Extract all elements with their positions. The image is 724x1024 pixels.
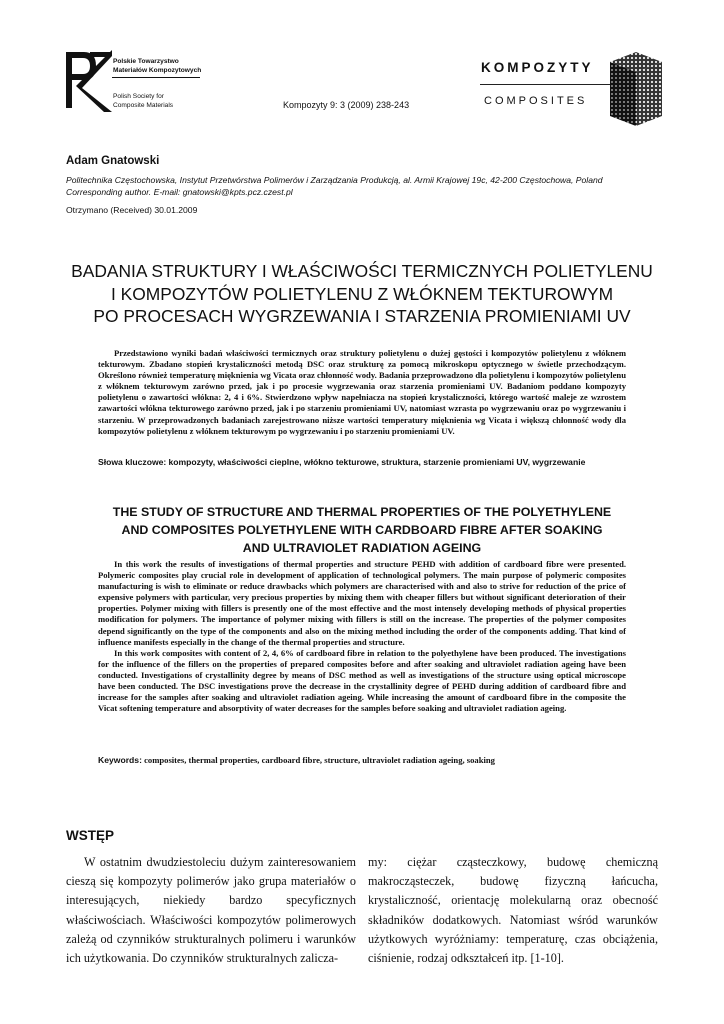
english-keywords-text: composites, thermal properties, cardboard fibre, structure, ultraviolet radiation ageing, soaking <box>144 755 495 765</box>
english-abstract: In this work the results of investigations of thermal properties and structure PEHD with addition of cardboard fibre were presented. Polymeric composites play crucial role in development of application of technological polymers. The main purpose of polymeric composites manufacturing is wish to eliminate or reduce drawbacks which polymers are characterised with and also to strive for reduction of the price of expensive polymers with particular, very precious properties by mixing them with cheaper fillers but without significant deterioration of their properties. Polymer mixing with fillers is presently one of the most effective and the most intensely developing methods of physical properties modification for polymers. The importance of polymer mixing with fillers is still on the increase. The properties of the polymer composites depend significantly on the type of the components and also on the mixing method including the order of the components adding. That kind of influence manifests especially in the change of the thermal properties and structure. In this work composites with content of 2, 4, 6% of cardboard fibre in relation to the polyethylene have been produced. The investigations for the influence of the fillers on the properties of prepared composites before and after soaking and ultraviolet radiation ageing have been conducted. Investigations of crystallinity degree by means of DSC method as well as investigations of the structure using optical microscope have been conducted. The DSC investigations prove the decrease in the crystallinity degree of PEHD during addition of cardboard fibre and increase for the samples after soaking and ultraviolet radiation ageing. While increasing the amount of cardboard fibre in the composite the Vicat softening temperature and absorptivity of water decreases for the samples before soaking and ultraviolet radiation ageing. <box>98 559 626 714</box>
section-title: WSTĘP <box>66 828 115 843</box>
english-keywords <box>98 755 658 765</box>
polish-keywords <box>98 457 658 467</box>
author-affiliation: Politechnika Częstochowska, Instytut Przetwórstwa Polimerów i Zarządzania Produkcją, al. Armii Krajowej 19c, 42-200 Częstochowa, Poland Corresponding author. E-mail: gnatowski@kpts.pcz.czest.pl <box>66 175 603 197</box>
journal-title-rule <box>480 84 616 85</box>
body-column-left: W ostatnim dwudziestoleciu dużym zainteresowaniem cieszą się kompozyty polimerów jako grupa materiałów o interesujących, niekiedy bardzo specyficznych właściwościach. Właściwości kompozytów polimerowych zależą od czynników strukturalnych polimeru i warunków ich użytkowania. Do czynników strukturalnych zalicza- <box>66 855 356 966</box>
ptmk-logo <box>62 46 114 114</box>
polish-abstract: Przedstawiono wyniki badań właściwości termicznych oraz struktury polietylenu o dużej gęstości i kompozytów polietylenu z włóknem tekturowym. Zbadano stopień krystaliczności metodą DSC oraz strukturę za pomocą mikroskopu optycznego w świetle przechodzącym. Określono również temperaturę mięknienia wg Vicata oraz chłonność wody. Badania przeprowadzono dla polietylenu i kompozytów polietylenu z włóknem tekturowym zarówno przed, jak i po procesie wygrzewania oraz starzenia promieniami UV. Badaniom poddano kompozyty polietylenu o zawartości włókna: 2, 4 i 6%. Stwierdzono wpływ napełniacza na stopień krystaliczności, którego wartość maleje ze wzrostem zawartości włókna tekturowego zarówno przed, jak i po starzeniu promieniami UV, natomiast wzrasta po wygrzewaniu oraz po wygrzewaniu i starzeniu. W przeprowadzonych badaniach zarejestrowano niższe wartości temperatury mięknienia wg Vicata i większą chłonność wody dla kompozytów polietylenu z włóknem tekturowym po wygrzewaniu i po starzeniu promieniami UV. <box>98 348 626 436</box>
society-name-en: Polish Society for Composite Materials <box>113 93 174 109</box>
english-keywords-label: Keywords: <box>98 755 142 765</box>
polish-keywords-text: kompozyty, właściwości cieplne, włókno tekturowe, struktura, starzenie promieniami UV, wygrzewanie <box>168 457 586 467</box>
english-title: THE STUDY OF STRUCTURE AND THERMAL PROPERTIES OF THE POLYETHYLENE AND COMPOSITES POLYETHYLENE WITH CARDBOARD FIBRE AFTER SOAKING AND ULTRAVIOLET RADIATION AGEING <box>112 505 612 555</box>
composites-cube-logo <box>606 48 666 128</box>
polish-keywords-label: Słowa kluczowe: <box>98 457 167 467</box>
polish-title: BADANIA STRUKTURY I WŁAŚCIWOŚCI TERMICZNYCH POLIETYLENU I KOMPOZYTÓW POLIETYLENU Z WŁÓKNEM TEKTUROWYM PO PROCESACH WYGRZEWANIA I STARZENIA PROMIENIAMI UV <box>71 261 653 326</box>
journal-reference: Kompozyty 9: 3 (2009) 238-243 <box>283 100 410 110</box>
society-name-pl: Polskie Towarzystwo Materiałów Kompozytowych <box>113 58 202 74</box>
journal-title: KOMPOZYTY <box>481 60 594 75</box>
journal-subtitle: COMPOSITES <box>484 95 588 107</box>
body-column-right: my: ciężar cząsteczkowy, budowę chemiczną makrocząsteczek, budowę fizyczną łańcucha, krystaliczność, orientację molekularną oraz obecność składników dodatkowych. Natomiast wśród warunków użytkowych wyróżniamy: temperaturę, czas obciążenia, ciśnienie, rodzaj odkształceń itp. [1-10]. <box>368 855 658 966</box>
author-name: Adam Gnatowski <box>66 155 160 167</box>
received-date: Otrzymano (Received) 30.01.2009 <box>66 205 198 215</box>
society-divider <box>112 77 200 78</box>
